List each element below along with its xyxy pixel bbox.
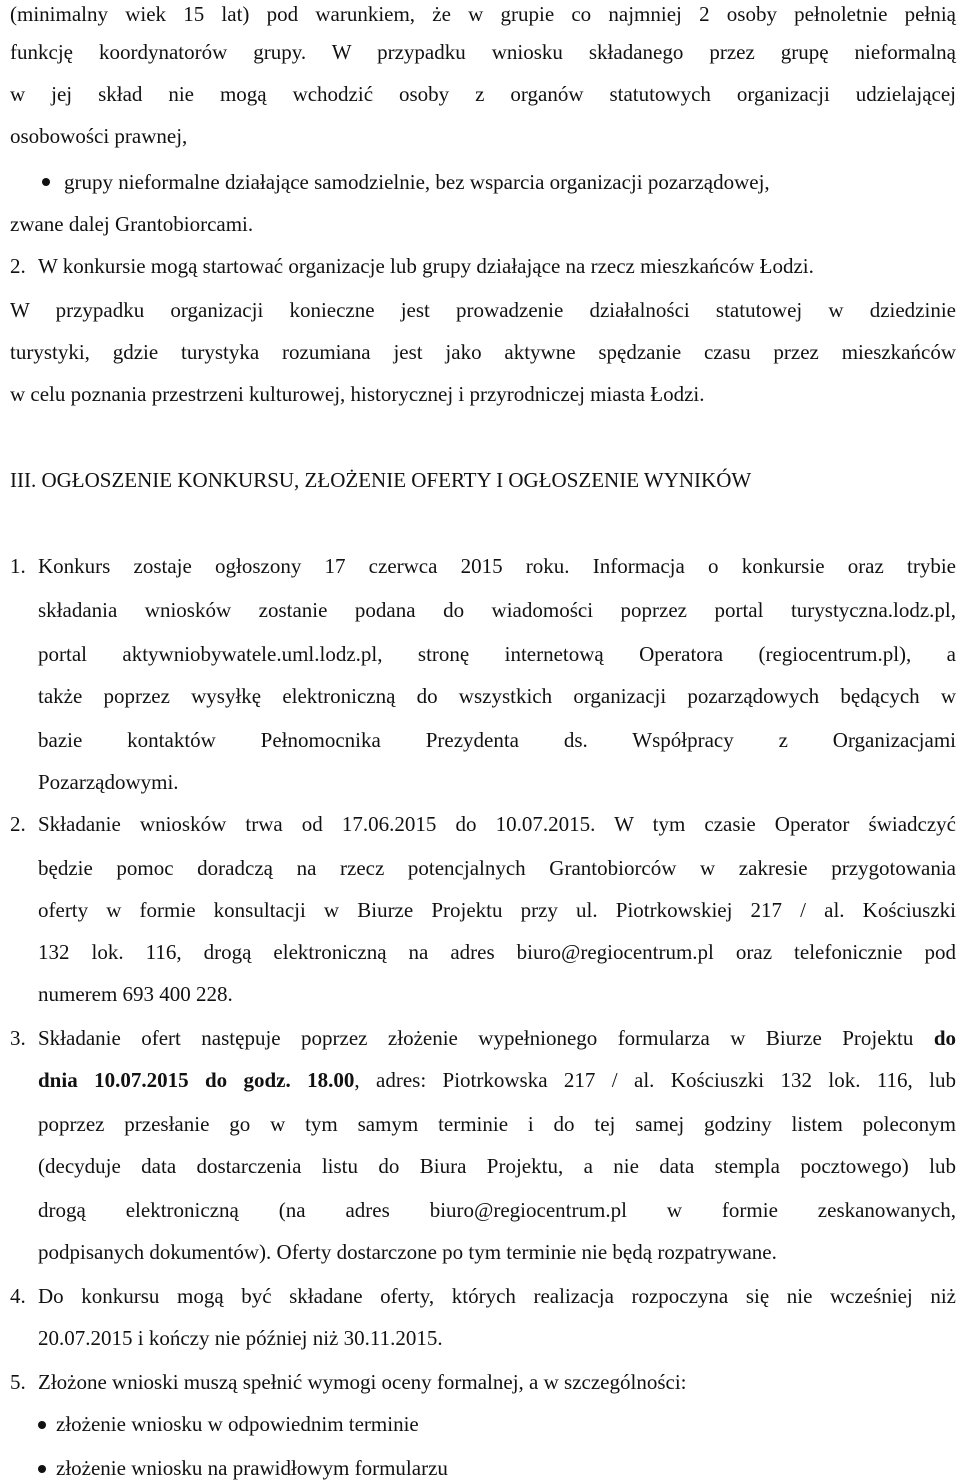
bullet-dot — [38, 1421, 46, 1429]
item2-line-2: będzie pomoc doradczą na rzecz potencjalnych Grantobiorców w zakresie przygotowania — [38, 856, 956, 880]
section-heading: III. OGŁOSZENIE KONKURSU, ZŁOŻENIE OFERTY I OGŁOSZENIE WYNIKÓW — [10, 468, 752, 492]
item5-line-1: Złożone wnioski muszą spełnić wymogi oceny formalnej, a w szczególności: — [38, 1370, 687, 1394]
intro-line-2: funkcję koordynatorów grupy. W przypadku wniosku składanego przez grupę nieformalną — [10, 40, 956, 64]
item5-bullet-2: złożenie wniosku na prawidłowym formularzu — [56, 1456, 448, 1480]
item1-line-2: składania wniosków zostanie podana do wiadomości poprzez portal turystyczna.lodz.pl, — [38, 598, 956, 622]
item3-line-1-bold: do — [933, 1026, 956, 1050]
section2-number: 2. — [10, 254, 26, 278]
item4-line-2: 20.07.2015 i kończy nie później niż 30.11.2015. — [38, 1326, 443, 1350]
item3-line-1 — [38, 1024, 956, 1052]
item4-number: 4. — [10, 1284, 26, 1308]
item4-line-1: Do konkursu mogą być składane oferty, których realizacja rozpoczyna się nie wcześniej niż — [38, 1284, 956, 1308]
item1-number: 1. — [10, 554, 26, 578]
item1-line-6: Pozarządowymi. — [38, 770, 179, 794]
item1-line-4: także poprzez wysyłkę elektroniczną do wszystkich organizacji pozarządowych będących w — [38, 684, 956, 708]
item1-line-1: Konkurs zostaje ogłoszony 17 czerwca 2015 roku. Informacja o konkursie oraz trybie — [38, 554, 956, 578]
intro-line-1: (minimalny wiek 15 lat) pod warunkiem, że w grupie co najmniej 2 osoby pełnoletnie pełnią — [10, 2, 956, 26]
item1-line-5: bazie kontaktów Pełnomocnika Prezydenta ds. Współpracy z Organizacjami — [38, 728, 956, 752]
item1-line-3: portal aktywniobywatele.uml.lodz.pl, stronę internetową Operatora (regiocentrum.pl), a — [38, 642, 956, 666]
item2-line-3: oferty w formie konsultacji w Biurze Projektu przy ul. Piotrkowskiej 217 / al. Kościuszki — [38, 898, 956, 922]
item3-line-6: podpisanych dokumentów). Oferty dostarczone po tym terminie nie będą rozpatrywane. — [38, 1240, 777, 1264]
section2-line-3: turystyki, gdzie turystyka rozumiana jest jako aktywne spędzanie czasu przez mieszkańców — [10, 340, 956, 364]
item3-line-1-text: Składanie ofert następuje poprzez złożenie wypełnionego formularza w Biurze Projektu — [38, 1026, 934, 1050]
intro-bullet-text: grupy nieformalne działające samodzielnie, bez wsparcia organizacji pozarządowej, — [64, 170, 770, 194]
item2-number: 2. — [10, 812, 26, 836]
section2-line-2: W przypadku organizacji konieczne jest prowadzenie działalności statutowej w dziedzinie — [10, 298, 956, 322]
item5-bullet-1: złożenie wniosku w odpowiednim terminie — [56, 1412, 419, 1436]
item3-line-2-text: , adres: Piotrkowska 217 / al. Kościuszki 132 lok. 116, lub — [354, 1068, 957, 1092]
item2-line-4: 132 lok. 116, drogą elektroniczną na adres biuro@regiocentrum.pl oraz telefonicznie pod — [38, 940, 956, 964]
section2-line-4: w celu poznania przestrzeni kulturowej, historycznej i przyrodniczej miasta Łodzi. — [10, 382, 705, 406]
intro-line-4: osobowości prawnej, — [10, 124, 188, 148]
item3-deadline-bold: dnia 10.07.2015 do godz. 18.00 — [38, 1068, 355, 1092]
bullet-dot — [38, 1465, 46, 1473]
bullet-dot — [42, 178, 50, 186]
item3-line-3: poprzez przesłanie go w tym samym terminie i do tej samej godziny listem poleconym — [38, 1112, 956, 1136]
intro-line-3: w jej skład nie mogą wchodzić osoby z organów statutowych organizacji udzielającej — [10, 82, 956, 106]
item3-number: 3. — [10, 1026, 26, 1050]
intro-line-5: zwane dalej Grantobiorcami. — [10, 212, 254, 236]
item2-line-1: Składanie wniosków trwa od 17.06.2015 do 10.07.2015. W tym czasie Operator świadczyć — [38, 812, 956, 836]
item3-line-2 — [38, 1066, 956, 1094]
section2-line-1: W konkursie mogą startować organizacje lub grupy działające na rzecz mieszkańców Łodzi. — [38, 254, 814, 278]
item3-line-5: drogą elektroniczną (na adres biuro@regiocentrum.pl w formie zeskanowanych, — [38, 1198, 956, 1222]
item2-line-5: numerem 693 400 228. — [38, 982, 233, 1006]
item5-number: 5. — [10, 1370, 26, 1394]
item3-line-4: (decyduje data dostarczenia listu do Biura Projektu, a nie data stempla pocztowego) lub — [38, 1154, 956, 1178]
